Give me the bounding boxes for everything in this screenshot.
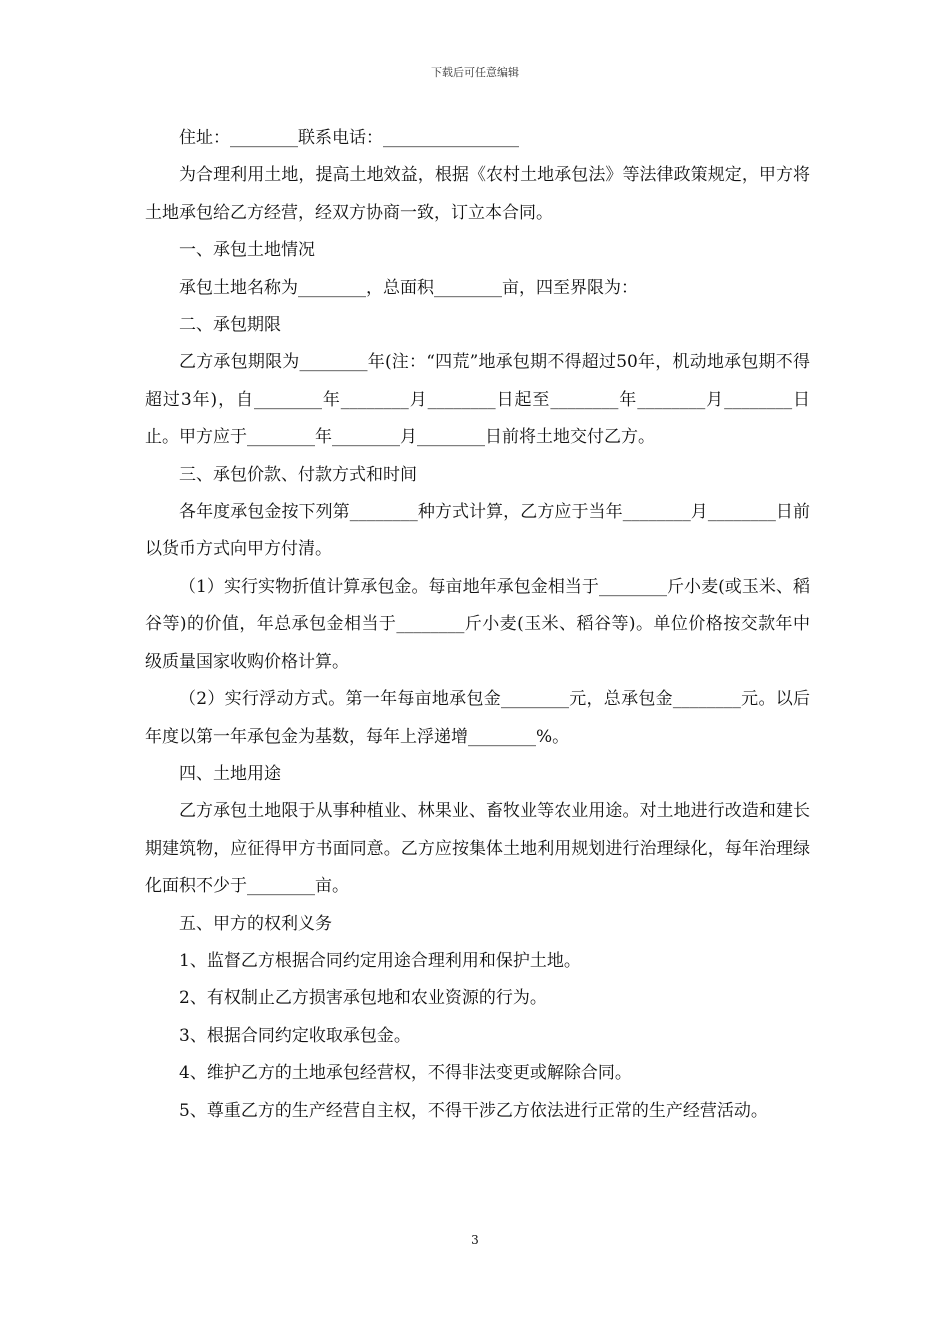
section-heading-land-use: 四、土地用途 xyxy=(179,763,281,784)
land-info-paragraph: 承包土地名称为________，总面积________亩，四至界限为： xyxy=(179,277,638,298)
payment-paragraph: 各年度承包金按下列第________种方式计算，乙方应于当年________月________日前以货币方式向甲方付清。 xyxy=(145,502,810,560)
page-header-note: 下载后可任意编辑 xyxy=(431,66,519,79)
section-heading-term: 二、承包期限 xyxy=(179,315,281,336)
section-heading-payment: 三、承包价款、付款方式和时间 xyxy=(179,464,417,485)
page-number: 3 xyxy=(471,1233,479,1247)
contract-body xyxy=(145,120,810,1130)
payment-option-2: （2）实行浮动方式。第一年每亩地承包金________元，总承包金________元。以后年度以第一年承包金为基数，每年上浮递增________%。 xyxy=(145,689,810,747)
party-a-item-4: 4、维护乙方的土地承包经营权，不得非法变更或解除合同。 xyxy=(179,1063,632,1084)
preamble-paragraph: 为合理利用土地，提高土地效益，根据《农村土地承包法》等法律政策规定，甲方将土地承包给乙方经营，经双方协商一致，订立本合同。 xyxy=(145,165,810,223)
land-use-paragraph: 乙方承包土地限于从事种植业、林果业、畜牧业等农业用途。对土地进行改造和建长期建筑物，应征得甲方书面同意。乙方应按集体土地利用规划进行治理绿化，每年治理绿化面积不少于________亩。 xyxy=(145,801,810,897)
party-a-item-5: 5、尊重乙方的生产经营自主权，不得干涉乙方依法进行正常的生产经营活动。 xyxy=(179,1100,768,1121)
payment-option-1: （1）实行实物折值计算承包金。每亩地年承包金相当于________斤小麦(或玉米、稻谷等)的价值，年总承包金相当于________斤小麦(玉米、稻谷等)。单位价格按交款年中级质量国家收购价格计算。 xyxy=(145,576,810,672)
term-paragraph: 乙方承包期限为________年(注：“四荒”地承包期不得超过50年，机动地承包期不得超过3年)，自________年________月________日起至________年________月________日止。甲方应于________年________月________日前将土地交付乙方。 xyxy=(145,352,810,448)
party-a-item-1: 1、监督乙方根据合同约定用途合理利用和保护土地。 xyxy=(179,950,581,971)
address-phone-line: 住址：________联系电话：________________ xyxy=(179,128,519,148)
section-heading-party-a-rights: 五、甲方的权利义务 xyxy=(179,913,332,934)
section-heading-land-info: 一、承包土地情况 xyxy=(179,240,315,261)
party-a-item-2: 2、有权制止乙方损害承包地和农业资源的行为。 xyxy=(179,988,547,1009)
party-a-item-3: 3、根据合同约定收取承包金。 xyxy=(179,1025,411,1046)
